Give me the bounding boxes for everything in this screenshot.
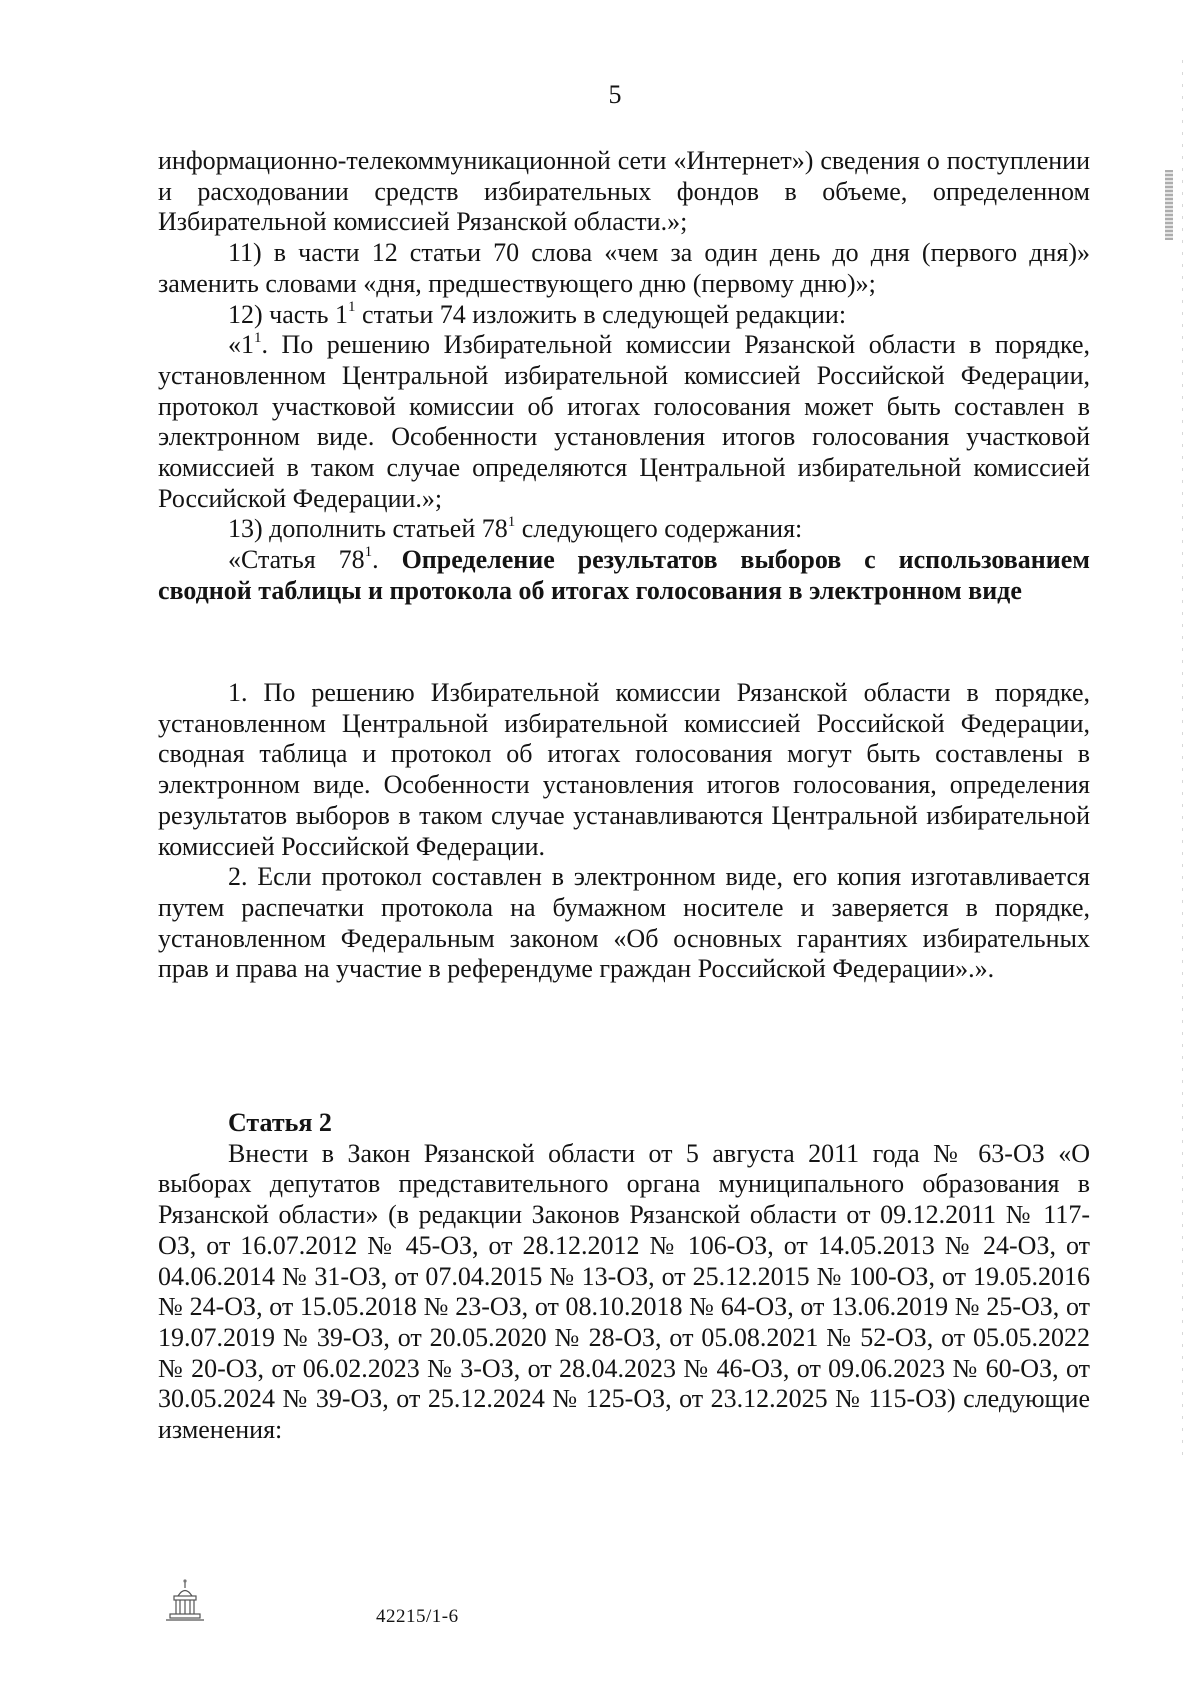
item-13-text: 13) дополнить статьей 78 [228, 514, 508, 544]
document-code: 42215/1-6 [376, 1606, 459, 1627]
article-2-body: Внести в Закон Рязанской области от 5 августа 2011 года № 63-ОЗ «О выборах депутатов представительного органа муниципального образования в Рязанской области» (в редакции Законов Рязанской области от 09.12.2011 № 117-ОЗ, от 16.07.2012 № 45-ОЗ, от 28.12.2012 № 106-ОЗ, от 14.05.2013 № 24-ОЗ, от 04.06.2014 № 31-ОЗ, от 07.04.2015 № 13-ОЗ, от 25.12.2015 № 100-ОЗ, от 19.05.2016 № 24-ОЗ, от 15.05.2018 № 23-ОЗ, от 08.10.2018 № 64-ОЗ, от 13.06.2019 № 25-ОЗ, от 19.07.2019 № 39-ОЗ, от 20.05.2020 № 28-ОЗ, от 05.08.2021 № 52-ОЗ, от 05.05.2022 № 20-ОЗ, от 06.02.2023 № 3-ОЗ, от 28.04.2023 № 46-ОЗ, от 09.06.2023 № 60-ОЗ, от 30.05.2024 № 39-ОЗ, от 25.12.2024 № 125-ОЗ, от 23.12.2025 № 115-ОЗ) следующие изменения: [158, 1138, 1090, 1445]
article-78-1-title: Определение результатов выборов с использованием сводной таблицы и протокола об итогах голосования в электронном виде [158, 545, 1091, 605]
page-number: 5 [608, 80, 622, 109]
paragraph-part-1-1 [158, 330, 1090, 514]
item-13-superscript: 1 [507, 513, 516, 530]
amendments-continuation [158, 146, 1090, 607]
article-78-1-body [158, 678, 1090, 985]
paragraph-clause-2: 2. Если протокол составлен в электронном виде, его копия изготавливается путем распечатки протокола на бумажном носителе и заверяется в порядке, установленном Федеральным законом «Об основных гарантиях избирательных прав и права на участие в референдуме граждан Российской Федерации».». [158, 862, 1090, 984]
article-78-1-heading [158, 545, 1090, 606]
scan-edge-artifact [1182, 60, 1183, 1460]
article-78-1-dot: . [372, 545, 402, 575]
item-12-superscript: 1 [348, 298, 356, 315]
scan-mark-artifact [1165, 170, 1173, 240]
part-1-1-superscript: 1 [254, 329, 262, 346]
part-1-1-text: . По решению Избирательной комиссии Рязанской области в порядке, установленном Центральной избирательной комиссией Российской Федерации, протокол участковой комиссии об итогах голосования может быть составлен в электронном виде. Особенности установления итогов голосования участковой комиссией в таком случае определяются Центральной избирательной комиссией Российской Федерации.»; [158, 330, 1090, 513]
article-2-heading: Статья 2 [228, 1108, 332, 1137]
paragraph-info-reporting: информационно-телекоммуникационной сети «Интернет») сведения о поступлении и расходовании средств избирательных фондов в объеме, определенном Избирательной комиссией Рязанской области.»; [158, 146, 1090, 237]
paragraph-item-13 [158, 514, 1090, 545]
item-13-text-end: следующего содержания: [515, 514, 803, 544]
paragraph-item-12 [158, 300, 1090, 331]
article-2 [158, 1108, 1090, 1446]
item-12-text: 12) часть 1 [228, 299, 349, 329]
article-78-1-superscript: 1 [364, 544, 373, 561]
part-1-1-prefix: «1 [228, 330, 254, 360]
article-78-1-prefix: «Статья 78 [228, 545, 365, 575]
paragraph-clause-1: 1. По решению Избирательной комиссии Рязанской области в порядке, установленном Центральной избирательной комиссией Российской Федерации, сводная таблица и протокол об итогах голосования могут быть составлены в электронном виде. Особенности установления итогов голосования, определения результатов выборов в таком случае устанавливаются Центральной избирательной комиссией Российской Федерации. [158, 678, 1090, 861]
paragraph-item-11: 11) в части 12 статьи 70 слова «чем за один день до дня (первого дня)» заменить словами «дня, предшествующего дню (первому дню)»; [158, 238, 1090, 298]
emblem-icon [160, 1576, 210, 1626]
item-12-text-end: статьи 74 изложить в следующей редакции: [355, 299, 847, 329]
